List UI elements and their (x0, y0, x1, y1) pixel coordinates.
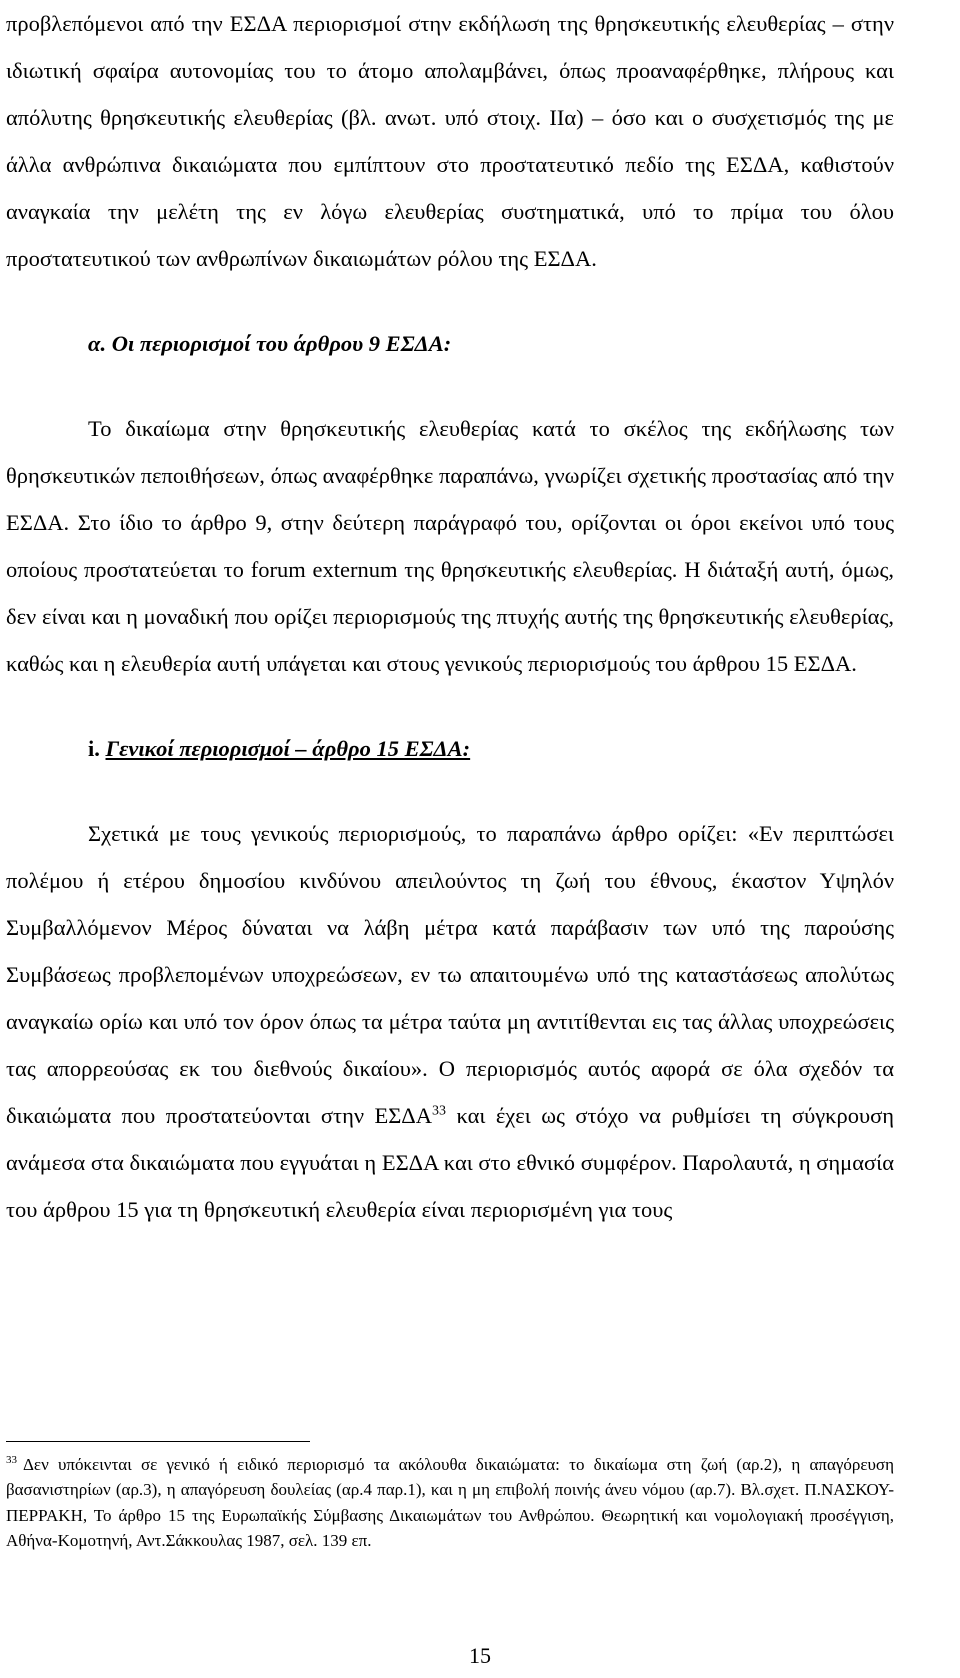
section-title: Γενικοί περιορισμοί – άρθρο 15 ΕΣΔΑ: (105, 736, 471, 761)
section-number: i. (88, 736, 100, 761)
footnote (6, 1452, 894, 1554)
spacer (6, 367, 894, 405)
footnote-number: 33 (6, 1454, 17, 1467)
footnote-reference[interactable]: 33 (432, 1103, 447, 1119)
spacer (6, 772, 894, 810)
paragraph-intro: προβλεπόμενοι από την ΕΣΔΑ περιορισμοί στην εκδήλωση της θρησκευτικής ελευθερίας – στην ιδιωτική σφαίρα αυτονομίας του το άτομο απολαμβάνει, όπως προαναφέρθηκε, πλήρους και απόλυτης θρησκευτικής ελευθερίας (βλ. ανωτ. υπό στοιχ. ΙΙα) – όσο και ο συσχετισμός της με άλλα ανθρώπινα δικαιώματα που εμπίπτουν στο προστατευτικό πεδίο της ΕΣΔΑ, καθιστούν αναγκαία την μελέτη της εν λόγω ελευθερίας συστηματικά, υπό το πρίμα του όλου προστατευτικού των ανθρωπίνων δικαιωμάτων ρόλου της ΕΣΔΑ. (6, 11, 894, 271)
spacer (6, 282, 894, 320)
page-number: 15 (469, 1643, 491, 1668)
paragraph-article-15 (6, 810, 894, 1233)
document-page (6, 0, 894, 1233)
paragraph-text: Σχετικά με τους γενικούς περιορισμούς, το παραπάνω άρθρο ορίζει: «Εν περιπτώσει πολέμου ή ετέρου δημοσίου κινδύνου απειλούντος τη ζωή του έθνους, έκαστον Υψηλόν Συμβαλλόμενον Μέρος δύναται να λάβη μέτρα κατά παράβασιν των υπό της παρούσης Συμβάσεως προβλεπομένων υποχρεώσεων, εν τω απαιτουμένω υπό της καταστάσεως απολύτως αναγκαίω ορίω και υπό τον όρον όπως τα μέτρα ταύτα μη αντιτίθενται εις τας άλλας υποχρεώσεις τας απορρεούσας εκ του διεθνούς δικαίου». Ο περιορισμός αυτός αφορά σε όλα σχεδόν τα δικαιώματα που προστατεύονται στην ΕΣΔΑ (6, 821, 894, 1128)
paragraph-text: και έχει ως στόχο να ρυθμίσει τη σύγκρουση ανάμεσα στα δικαιώματα που εγγυάται η ΕΣΔΑ και στο εθνικό συμφέρον. Παρολαυτά, η σημασία του άρθρου 15 για τη θρησκευτική ελευθερία είναι περιορισμένη για τους (6, 1103, 895, 1222)
section-heading-i (6, 725, 894, 772)
footnote-text: Δεν υπόκεινται σε γενικό ή ειδικό περιορισμό τα ακόλουθα δικαιώματα: το δικαίωμα στη ζωή (αρ.2), η απαγόρευση βασανιστηρίων (αρ.3), η απαγόρευση δουλείας (αρ.4 παρ.1), και η μη επιβολή ποινής άνευ νόμου (αρ.7). Βλ.σχετ. Π.ΝΑΣΚΟΥ-ΠΕΡΡΑΚΗ, Το άρθρο 15 της Ευρωπαϊκής Σύμβασης Δικαιωμάτων του Ανθρώπου. Θεωρητική και νομολογιακή προσέγγιση, Αθήνα-Κομοτηνή, Αντ.Σάκκουλας 1987, σελ. 139 επ. (6, 1455, 894, 1551)
footnote-separator (6, 1441, 310, 1442)
section-title: Οι περιορισμοί του άρθρου 9 ΕΣΔΑ: (111, 331, 452, 356)
section-heading-alpha (6, 320, 894, 367)
paragraph-article-9: Το δικαίωμα στην θρησκευτικής ελευθερίας κατά το σκέλος της εκδήλωσης των θρησκευτικών πεποιθήσεων, όπως αναφέρθηκε παραπάνω, γνωρίζει σχετικής προστασίας από την ΕΣΔΑ. Στο ίδιο το άρθρο 9, στην δεύτερη παράγραφό του, ορίζονται οι όροι εκείνοι υπό τους οποίους προστατεύεται το forum externum της θρησκευτικής ελευθερίας. Η διάταξή αυτή, όμως, δεν είναι και η μοναδική που ορίζει περιορισμούς της πτυχής αυτής της θρησκευτικής ελευθερίας, καθώς και η ελευθερία αυτή υπάγεται και στους γενικούς περιορισμούς του άρθρου 15 ΕΣΔΑ. (6, 416, 894, 676)
section-number: α. (88, 331, 107, 356)
spacer (6, 687, 894, 725)
